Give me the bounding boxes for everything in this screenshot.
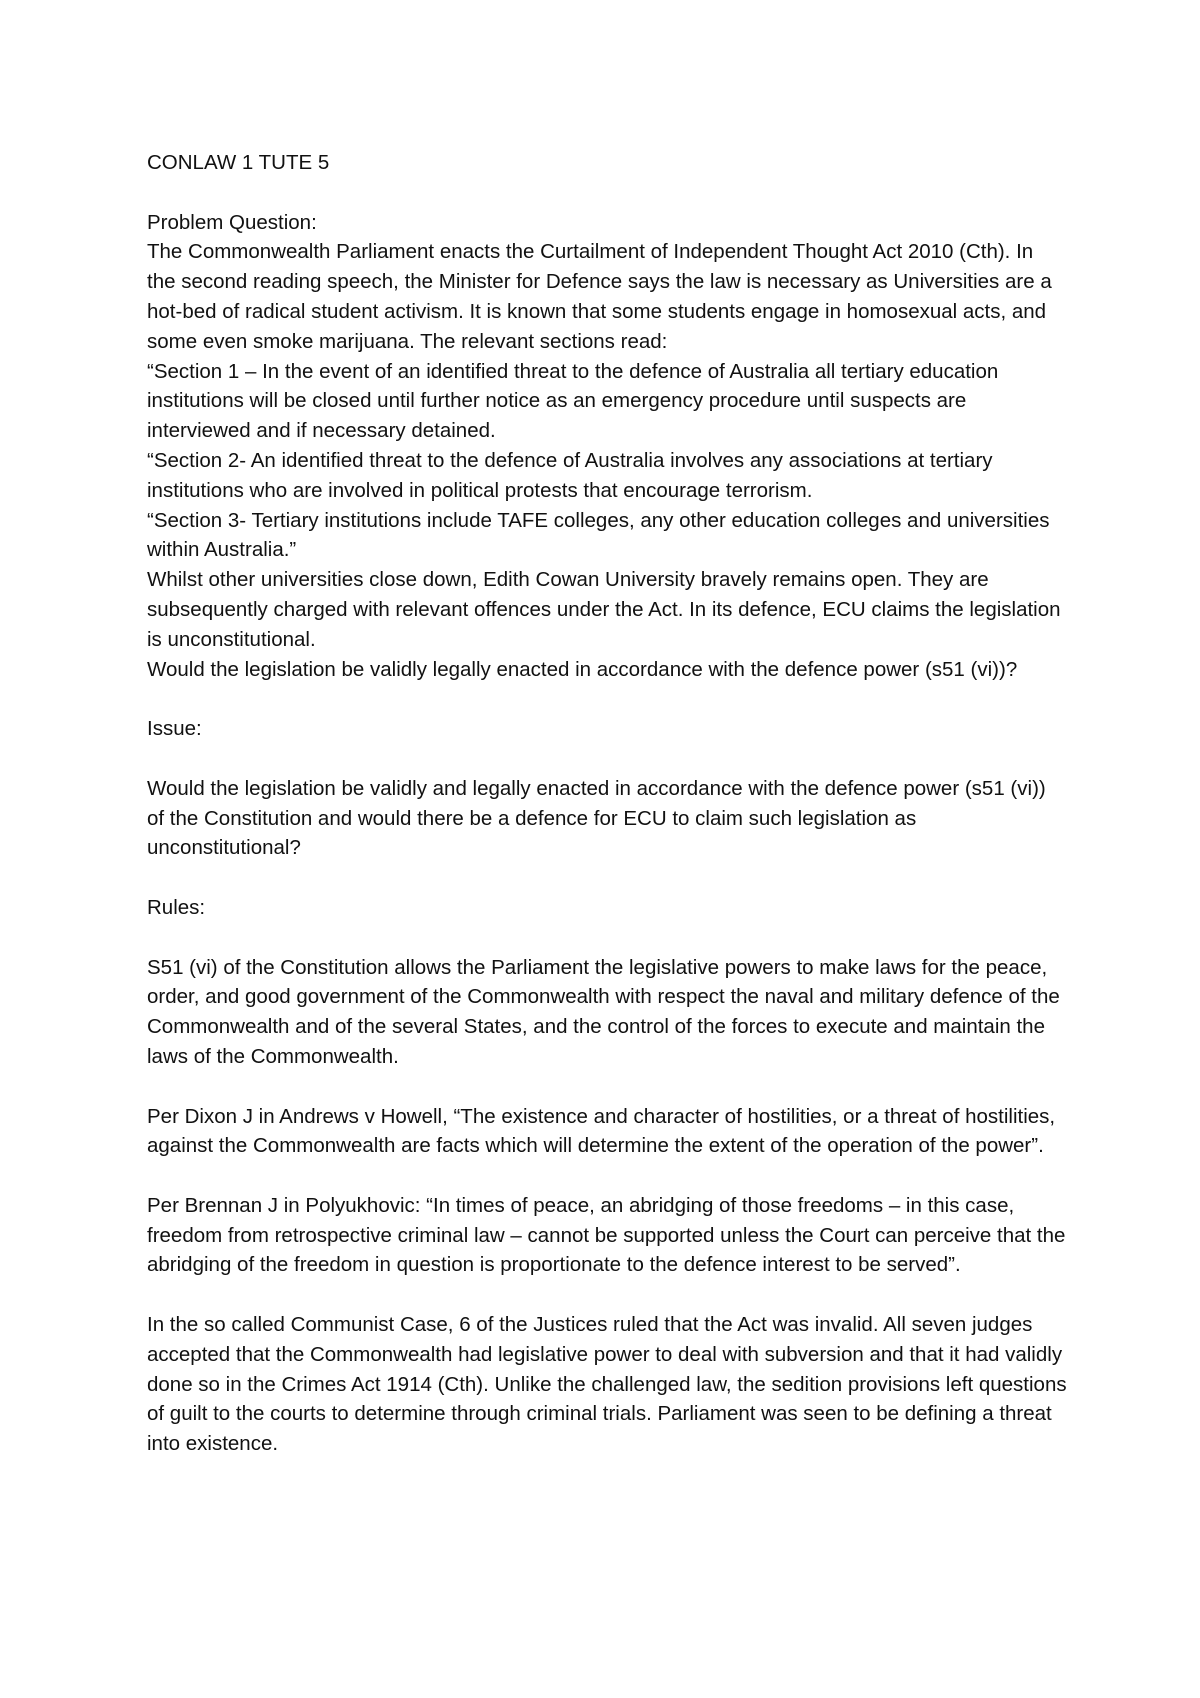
spacer (147, 744, 1067, 774)
problem-paragraph: Whilst other universities close down, Edith Cowan University bravely remains open. They are subsequently charged with relevant offences under the Act. In its defence, ECU claims the legislation is unconstitutional. (147, 568, 1067, 651)
document-body (147, 148, 1073, 1459)
issue-text: Would the legislation be validly and legally enacted in accordance with the defence power (s51 (vi)) of the Constitution and would there be a defence for ECU to claim such legislation as unconstitutional? (147, 776, 1052, 860)
spacer (147, 178, 1067, 208)
document-title: CONLAW 1 TUTE 5 (147, 151, 330, 174)
spacer (147, 684, 1067, 714)
section-2-quote: “Section 2- An identified threat to the defence of Australia involves any associations at tertiary institutions who are involved in political protests that encourage terrorism. (147, 448, 999, 502)
rules-paragraph: In the so called Communist Case, 6 of the Justices ruled that the Act was invalid. All seven judges accepted that the Commonwealth had legislative power to deal with subversion and that it had validly done so in the Crimes Act 1914 (Cth). Unlike the challenged law, the sedition provisions left questions of guilt to the courts to determine through criminal trials. Parliament was seen to be defining a threat into existence. (147, 1313, 1073, 1456)
section-1-quote: “Section 1 – In the event of an identified threat to the defence of Australia all tertiary education institutions will be closed until further notice as an emergency procedure until suspects are interviewed and if necessary detained. (147, 359, 1004, 443)
section-3-quote: “Section 3- Tertiary institutions include TAFE colleges, any other education colleges and universities within Australia.” (147, 508, 1056, 562)
spacer (147, 863, 1067, 893)
rules-paragraph: Per Dixon J in Andrews v Howell, “The existence and character of hostilities, or a threat of hostilities, against the Commonwealth are facts which will determine the extent of the operation of the power”. (147, 1104, 1061, 1158)
rules-paragraph: Per Brennan J in Polyukhovic: “In times of peace, an abridging of those freedoms – in this case, freedom from retrospective criminal law – cannot be supported unless the Court can perceive that the abridging of the freedom in question is proportionate to the defence interest to be served”. (147, 1193, 1072, 1277)
rules-paragraph: S51 (vi) of the Constitution allows the Parliament the legislative powers to make laws for the peace, order, and good government of the Commonwealth with respect the naval and military defence of the Commonwealth and of the several States, and the control of the forces to execute and maintain the laws of the Commonwealth. (147, 955, 1066, 1068)
spacer (147, 1072, 1067, 1102)
spacer (147, 1161, 1067, 1191)
spacer (147, 923, 1067, 953)
problem-paragraph: The Commonwealth Parliament enacts the Curtailment of Independent Thought Act 2010 (Cth). In the second reading speech, the Minister for Defence says the law is necessary as Universities are a hot-bed of radical student activism. It is known that some students engage in homosexual acts, and some even smoke marijuana. The relevant sections read: (147, 240, 1058, 353)
issue-heading: Issue: (147, 717, 202, 741)
spacer (147, 1280, 1067, 1310)
rules-heading: Rules: (147, 895, 206, 919)
problem-heading: Problem Question: (147, 210, 317, 234)
problem-question: Would the legislation be validly legally enacted in accordance with the defence power (s51 (vi))? (147, 657, 1018, 681)
